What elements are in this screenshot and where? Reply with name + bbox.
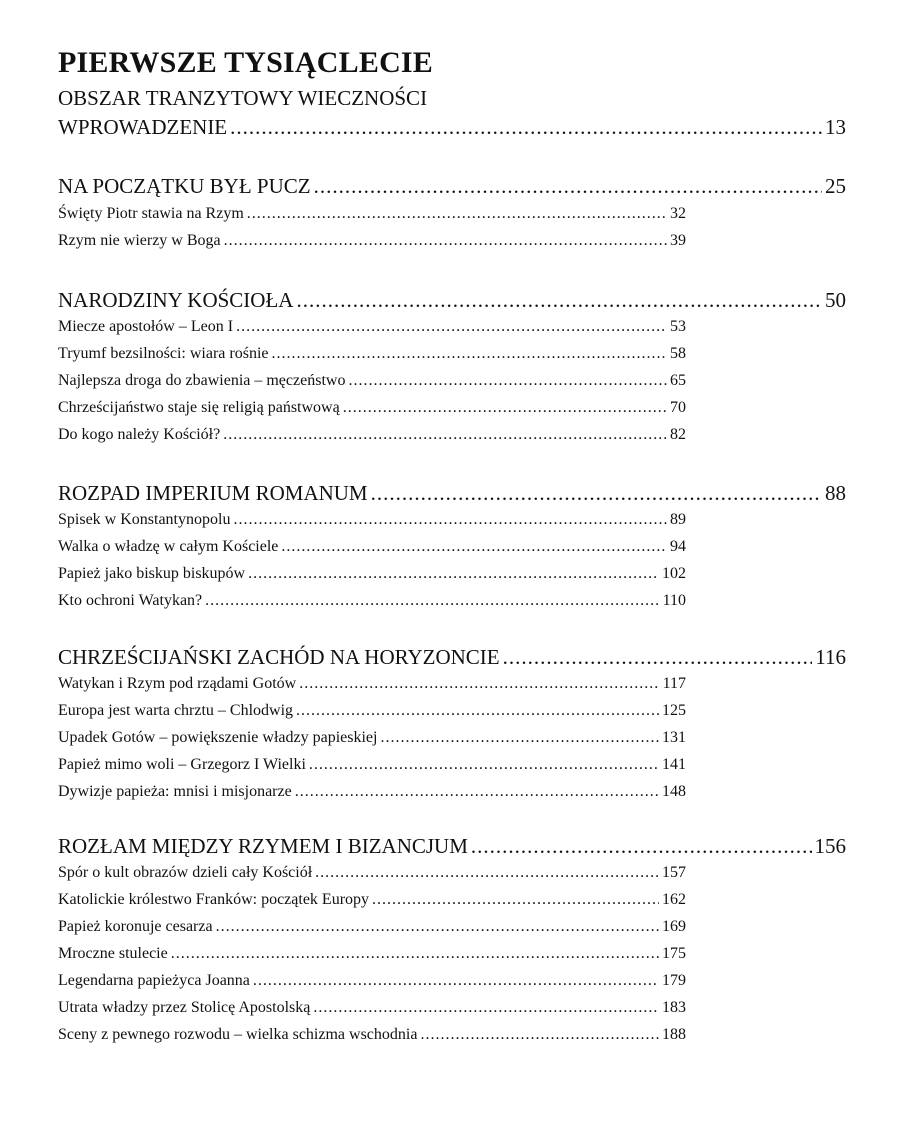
section-title: Papież koronuje cesarza bbox=[58, 918, 213, 935]
toc-entry-introduction bbox=[58, 114, 846, 140]
toc-section bbox=[58, 1024, 686, 1046]
section-title: Tryumf bezsilności: wiara rośnie bbox=[58, 345, 269, 362]
dot-leader bbox=[296, 287, 822, 313]
dot-leader bbox=[315, 862, 659, 884]
section-title: Legendarna papieżyca Joanna bbox=[58, 972, 250, 989]
toc-section bbox=[58, 781, 686, 803]
dot-leader bbox=[372, 889, 659, 911]
page-number: 125 bbox=[662, 702, 686, 719]
section-title: Do kogo należy Kościół? bbox=[58, 426, 221, 443]
section-title: Papież jako biskup biskupów bbox=[58, 565, 246, 582]
toc-section bbox=[58, 424, 686, 446]
page-number: 39 bbox=[670, 232, 686, 249]
chapter-title: NA POCZĄTKU BYŁ PUCZ bbox=[58, 174, 311, 198]
toc-section bbox=[58, 536, 686, 558]
dot-leader bbox=[253, 970, 659, 992]
page-number: 53 bbox=[670, 318, 686, 335]
page-number: 65 bbox=[670, 372, 686, 389]
section-title: Mroczne stulecie bbox=[58, 945, 168, 962]
dot-leader bbox=[420, 1024, 659, 1046]
toc-section bbox=[58, 943, 686, 965]
section-title: Utrata władzy przez Stolicę Apostolską bbox=[58, 999, 311, 1016]
dot-leader bbox=[299, 673, 659, 695]
dot-leader bbox=[296, 700, 659, 722]
dot-leader bbox=[281, 536, 667, 558]
section-title: Europa jest warta chrztu – Chlodwig bbox=[58, 702, 294, 719]
page-number: 13 bbox=[825, 115, 846, 139]
page-number: 157 bbox=[662, 864, 686, 881]
page-number: 169 bbox=[662, 918, 686, 935]
section-title: Miecze apostołów – Leon I bbox=[58, 318, 234, 335]
page-number: 156 bbox=[814, 834, 846, 858]
section-title: Spór o kult obrazów dzieli cały Kościół bbox=[58, 864, 313, 881]
dot-leader bbox=[205, 590, 659, 612]
section-title: Katolickie królestwo Franków: początek Europy bbox=[58, 891, 370, 908]
chapter-title: NARODZINY KOŚCIOŁA bbox=[58, 288, 294, 312]
page-number: 50 bbox=[825, 288, 846, 312]
dot-leader bbox=[248, 563, 659, 585]
toc-section bbox=[58, 916, 686, 938]
toc-section bbox=[58, 754, 686, 776]
section-title: Kto ochroni Watykan? bbox=[58, 592, 203, 609]
section-title: Rzym nie wierzy w Boga bbox=[58, 232, 221, 249]
toc-section bbox=[58, 316, 686, 338]
part-title: PIERWSZE TYSIĄCLECIE bbox=[58, 46, 434, 79]
dot-leader bbox=[236, 316, 667, 338]
toc-section bbox=[58, 563, 686, 585]
toc-section bbox=[58, 203, 686, 225]
dot-leader bbox=[348, 370, 667, 392]
toc-chapter bbox=[58, 833, 846, 859]
dot-leader bbox=[233, 509, 667, 531]
page-number: 175 bbox=[662, 945, 686, 962]
toc-section bbox=[58, 862, 686, 884]
dot-leader bbox=[224, 230, 667, 252]
page-number: 131 bbox=[662, 729, 686, 746]
section-title: Watykan i Rzym pod rządami Gotów bbox=[58, 675, 297, 692]
chapter-title: ROZŁAM MIĘDZY RZYMEM I BIZANCJUM bbox=[58, 834, 468, 858]
chapter-title: WPROWADZENIE bbox=[58, 115, 228, 139]
chapter-title: ROZPAD IMPERIUM ROMANUM bbox=[58, 481, 368, 505]
page-number: 89 bbox=[670, 511, 686, 528]
section-title: Święty Piotr stawia na Rzym bbox=[58, 205, 244, 222]
toc-section bbox=[58, 590, 686, 612]
page-number: 179 bbox=[662, 972, 686, 989]
dot-leader bbox=[295, 781, 659, 803]
page-number: 117 bbox=[662, 675, 686, 692]
toc-section bbox=[58, 343, 686, 365]
toc-section bbox=[58, 889, 686, 911]
dot-leader bbox=[309, 754, 659, 776]
dot-leader bbox=[223, 424, 667, 446]
page-number: 94 bbox=[670, 538, 686, 555]
page-number: 70 bbox=[670, 399, 686, 416]
part-subtitle: OBSZAR TRANZYTOWY WIECZNOŚCI bbox=[58, 86, 428, 110]
toc-chapter bbox=[58, 287, 846, 313]
dot-leader bbox=[343, 397, 667, 419]
section-title: Dywizje papieża: mnisi i misjonarze bbox=[58, 783, 292, 800]
section-title: Walka o władzę w całym Kościele bbox=[58, 538, 279, 555]
toc-section bbox=[58, 700, 686, 722]
page-number: 88 bbox=[825, 481, 846, 505]
toc-chapter bbox=[58, 480, 846, 506]
section-title: Sceny z pewnego rozwodu – wielka schizma wschodnia bbox=[58, 1026, 418, 1043]
toc-section bbox=[58, 230, 686, 252]
page-number: 32 bbox=[670, 205, 686, 222]
toc-section bbox=[58, 673, 686, 695]
section-title: Chrześcijaństwo staje się religią państwową bbox=[58, 399, 340, 416]
dot-leader bbox=[247, 203, 667, 225]
section-title: Papież mimo woli – Grzegorz I Wielki bbox=[58, 756, 306, 773]
dot-leader bbox=[380, 727, 659, 749]
section-title: Spisek w Konstantynopolu bbox=[58, 511, 231, 528]
dot-leader bbox=[471, 833, 812, 859]
toc-section bbox=[58, 509, 686, 531]
toc-chapter bbox=[58, 644, 846, 670]
page-number: 148 bbox=[662, 783, 686, 800]
page-number: 82 bbox=[670, 426, 686, 443]
page-number: 188 bbox=[662, 1026, 686, 1043]
page-number: 141 bbox=[662, 756, 686, 773]
toc-section bbox=[58, 397, 686, 419]
dot-leader bbox=[271, 343, 667, 365]
toc-section bbox=[58, 727, 686, 749]
section-title: Najlepsza droga do zbawienia – męczeństwo bbox=[58, 372, 346, 389]
dot-leader bbox=[313, 997, 659, 1019]
chapter-title: CHRZEŚCIJAŃSKI ZACHÓD NA HORYZONCIE bbox=[58, 645, 500, 669]
page-number: 183 bbox=[662, 999, 686, 1016]
page-number: 102 bbox=[662, 565, 686, 582]
page-number: 116 bbox=[815, 645, 846, 669]
dot-leader bbox=[216, 916, 659, 938]
page-number: 25 bbox=[825, 174, 846, 198]
dot-leader bbox=[171, 943, 659, 965]
dot-leader bbox=[503, 644, 813, 670]
section-title: Upadek Gotów – powiększenie władzy papieskiej bbox=[58, 729, 378, 746]
dot-leader bbox=[314, 173, 822, 199]
toc-chapter bbox=[58, 173, 846, 199]
page-number: 162 bbox=[662, 891, 686, 908]
toc-section bbox=[58, 970, 686, 992]
page-number: 58 bbox=[670, 345, 686, 362]
page-number: 110 bbox=[662, 592, 686, 609]
toc-section bbox=[58, 370, 686, 392]
dot-leader bbox=[371, 480, 822, 506]
toc-section bbox=[58, 997, 686, 1019]
dot-leader bbox=[230, 114, 822, 140]
